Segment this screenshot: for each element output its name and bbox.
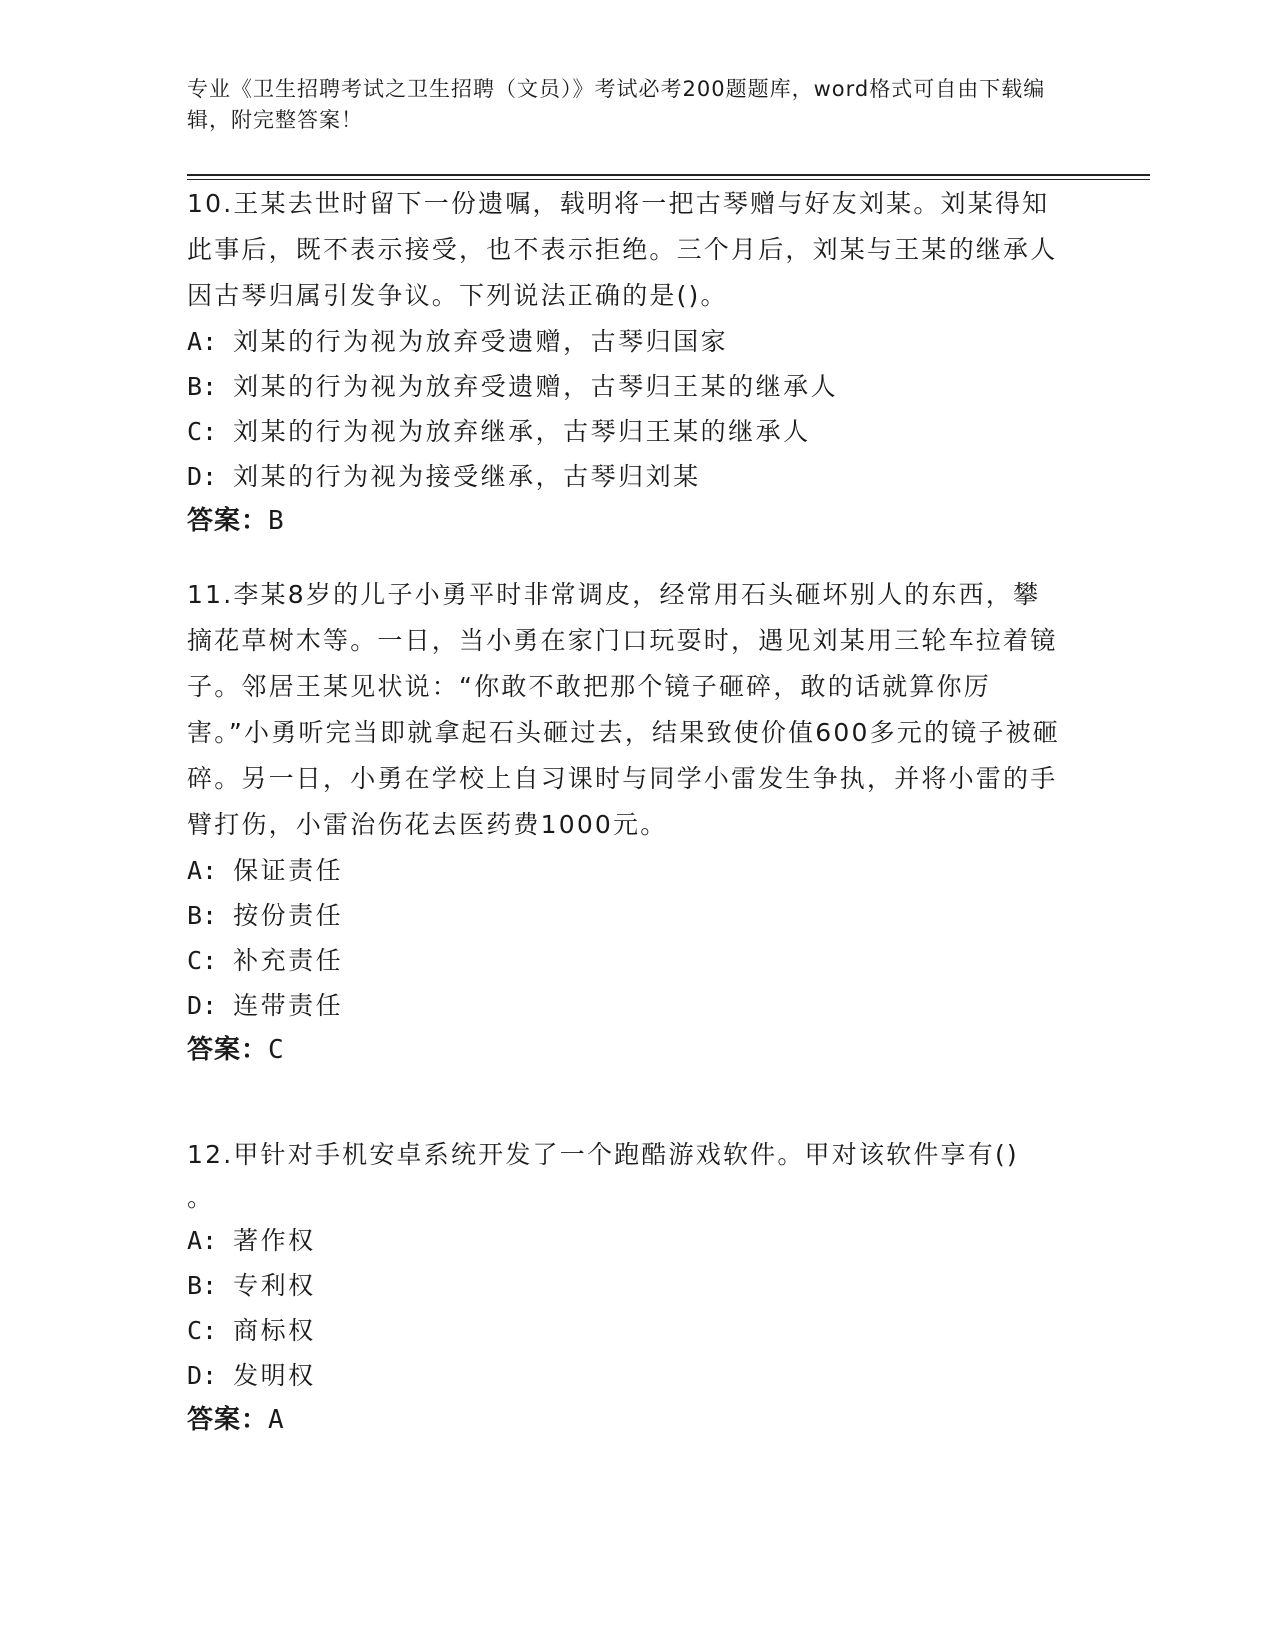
question-number: 12. <box>187 1140 234 1169</box>
option-text: 刘某的行为视为放弃受遗赠，古琴归王某的继承人 <box>233 372 839 401</box>
question-text: 甲针对手机安卓系统开发了一个跑酷游戏软件。甲对该软件享有() <box>233 1140 1019 1169</box>
option-a <box>187 319 1067 364</box>
option-c <box>187 938 1067 983</box>
option-text: 刘某的行为视为放弃受遗赠，古琴归国家 <box>233 327 729 356</box>
option-d <box>187 1353 1067 1398</box>
document-header: 专业《卫生招聘考试之卫生招聘（文员）》考试必考200题题库，word格式可自由下载编辑，附完整答案！ <box>187 77 1046 132</box>
answer-label: 答案： <box>187 1405 269 1435</box>
question-11 <box>187 572 1067 1073</box>
option-d <box>187 983 1067 1028</box>
option-text: 按份责任 <box>233 901 344 930</box>
answer-line <box>187 1028 1067 1073</box>
answer-line <box>187 499 1067 544</box>
option-c <box>187 409 1067 454</box>
question-stem-tail: 。 <box>187 1183 213 1212</box>
option-b <box>187 893 1067 938</box>
answer-label: 答案： <box>187 506 269 536</box>
option-letter: C: <box>187 417 218 446</box>
answer-value: B <box>268 506 285 536</box>
question-text: 李某8岁的儿子小勇平时非常调皮，经常用石头砸坏别人的东西，攀摘花草树木等。一日，当小勇在家门口玩耍时，遇见刘某用三轮车拉着镜子。邻居王某见状说：“你敢不敢把那个镜子砸碎，敢的话就算你厉害。”小勇听完当即就拿起石头砸过去，结果致使价值600多元的镜子被砸碎。另一日，小勇在学校上自习课时与同学小雷发生争执，并将小雷的手臂打伤，小雷治伤花去医药费1000元。 <box>187 580 1060 839</box>
option-letter: B: <box>187 901 218 930</box>
option-text: 商标权 <box>233 1316 316 1345</box>
header-divider <box>187 174 1150 180</box>
option-text: 刘某的行为视为接受继承，古琴归刘某 <box>233 462 701 491</box>
option-text: 保证责任 <box>233 856 344 885</box>
option-text: 著作权 <box>233 1226 316 1255</box>
question-12 <box>187 1132 1067 1443</box>
option-letter: A: <box>187 856 218 885</box>
question-stem <box>187 1132 1067 1178</box>
option-b <box>187 364 1067 409</box>
option-letter: D: <box>187 1361 218 1390</box>
question-number: 10. <box>187 189 234 218</box>
question-stem <box>187 181 1067 319</box>
question-stem <box>187 572 1067 848</box>
option-letter: D: <box>187 462 218 491</box>
option-letter: C: <box>187 1316 218 1345</box>
answer-value: A <box>268 1405 285 1435</box>
option-d <box>187 454 1067 499</box>
option-text: 补充责任 <box>233 946 344 975</box>
answer-line <box>187 1398 1067 1443</box>
option-letter: B: <box>187 1271 218 1300</box>
option-text: 专利权 <box>233 1271 316 1300</box>
option-text: 发明权 <box>233 1361 316 1390</box>
option-c <box>187 1308 1067 1353</box>
option-letter: C: <box>187 946 218 975</box>
option-a <box>187 1218 1067 1263</box>
answer-label: 答案： <box>187 1035 269 1065</box>
option-text: 刘某的行为视为放弃继承，古琴归王某的继承人 <box>233 417 811 446</box>
option-a <box>187 848 1067 893</box>
answer-value: C <box>268 1035 285 1065</box>
question-text: 王某去世时留下一份遗嘱，载明将一把古琴赠与好友刘某。刘某得知此事后，既不表示接受，也不表示拒绝。三个月后，刘某与王某的继承人因古琴归属引发争议。下列说法正确的是()。 <box>187 189 1058 310</box>
option-letter: A: <box>187 1226 218 1255</box>
option-letter: D: <box>187 991 218 1020</box>
question-number: 11. <box>187 580 234 609</box>
question-10 <box>187 181 1067 544</box>
option-b <box>187 1263 1067 1308</box>
option-text: 连带责任 <box>233 991 344 1020</box>
option-letter: A: <box>187 327 218 356</box>
option-letter: B: <box>187 372 218 401</box>
